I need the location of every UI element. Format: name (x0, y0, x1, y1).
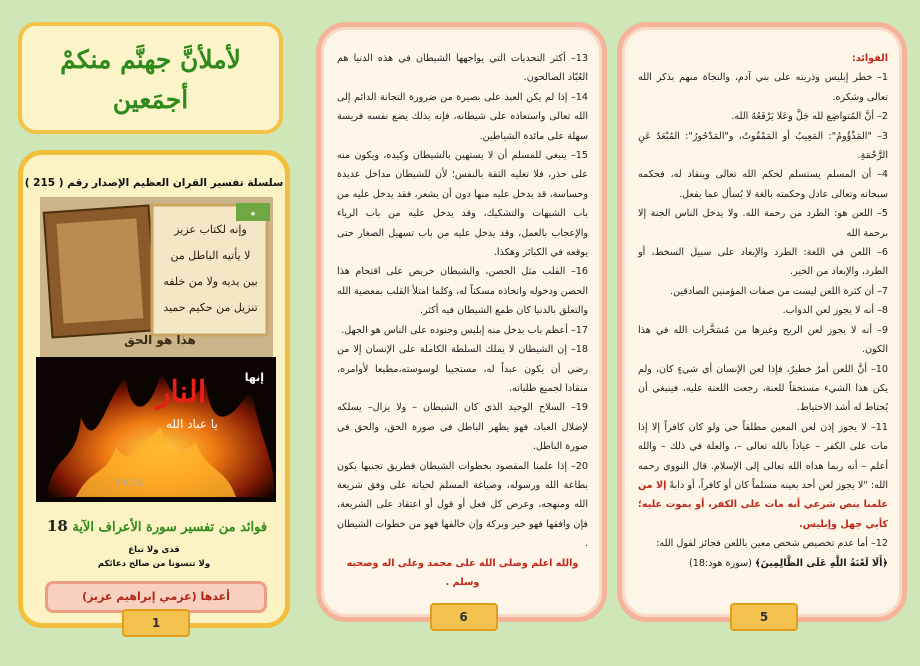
quran-book-image (40, 197, 273, 357)
benefit-item: 3– "المَذْؤُومُ": المَعِيبُ أو المَمْقُوتُ، و"المَدْحُورُ": المُبْعَدُ عَنِ الرَّحْمَةِ. (638, 130, 888, 162)
cover-panel (18, 150, 290, 628)
page-5-text (638, 49, 888, 577)
closing-line: والله اعلم وصلى الله على محمد وعلى اله وصحبه وسلم . (346, 557, 579, 588)
page-5-panel (617, 22, 907, 622)
series-label: سلسلة تفسير القران العظيم الإصدار رقم ( 215 ) (24, 177, 284, 189)
paragraph: 16– القلب مثل الحصن، والشيطان حريص على اقتحام هذا الحصن ودخوله واتخاذه مسكناً له، وكلما امتلأ القلب بمعصية الله والتعلق بالدنيا كان طمع الشيطان فيه أكثر. (337, 266, 588, 317)
benefit-item: 6– اللعن في اللغة: الطرد والإبعاد على سبيل السخط، أو الطرد، والإبعاد من الخير. (638, 247, 888, 278)
author-name: (عزمي إبراهيم عزيز) (82, 590, 197, 603)
paragraph: 20– إذا علمنا المقصود بخطوات الشيطان فطريق تجنبها يكون بطاعة الله ورسوله، وصياغة المسلم لحياته على وفق شريعة الله ومنهجه، وعرض كل فعل أو قول أو اعتقاد على الشريعة، فإن وافقها فهو خير وبركة وإن خالفها فهو من خطوات الشيطان . (337, 460, 588, 550)
benefit-item: 12– أما عدم تخصيص شخص معين باللعن فجائز لقول الله: (656, 538, 888, 550)
book-caption: هذا هو الحق (124, 333, 196, 347)
verse-reference: فوائد من تفسير سورة الأعراف الآية 18 (46, 517, 268, 535)
page-number-5: 5 (730, 603, 798, 631)
page-number-6: 6 (430, 603, 498, 631)
fire-text-big: النار (156, 375, 207, 410)
quran-quote: ﴿أَلَا لَعْنَةُ اللَّهِ عَلَى الظَّالِمِينَ﴾ (754, 557, 888, 569)
benefit-highlight: إلا من علمنا بنص شرعي أنه مات على الكفر، أو يموت عليه؛ كأبي جهل وإبليس. (638, 479, 888, 530)
paragraph: 17– أعظم باب يدخل منه إبليس وجنوده على الناس هو الجهل. (341, 324, 588, 336)
cover-title-box (18, 22, 283, 134)
quote-reference: (سورة هود:18) (688, 557, 752, 569)
benefit-item: 10– أنَّ اللعن أمرٌ خطيرٌ، فإذا لعن الإنسان أي شيءٍ كان، ولم يكن هذا الشيء مستحقاً للعنة، رجعت اللعنة عليه، فينبغي أن يُحتاط له أشد الاحتياط. (638, 363, 888, 414)
page-6-panel (316, 22, 607, 622)
logo-stamp: ★ (249, 210, 257, 218)
quote-line (638, 554, 888, 573)
benefit-item: 11– لا يجوز إذن لعن المعين مطلقاً حي ولو كان كافراً إلا إذا مات على الكفر – عياذاً بالله تعالى –، والعلة في ذلك – والله أعلم – أنه ربما هداه الله تعالى إلى الإسلام. قال النووي رحمه الله: "لا يجوز لعن أحد بعينه مسلماً كان أو كافراً، أو دابةً إلا من علمنا بنص شرعي أنه مات على الكفر، أو يموت عليه؛ كأبي جهل وإبليس. (638, 421, 888, 530)
benefit-item: 9– أنه لا يجوز لعن الريح وغيرها من مُسَخَّرات الله في هذا الكون. (638, 324, 888, 356)
page-number-1: 1 (122, 609, 190, 637)
fire-brand: TATA (116, 479, 146, 489)
benefit-item: 5– اللعن هو: الطرد من رحمة الله. ولا يدخل الناس الجنة إلا برحمة الله (638, 208, 888, 239)
benefit-item: 8– أنه لا يجوز لعن الدواب. (782, 305, 888, 317)
fire-text-small: إنها (244, 371, 264, 384)
paragraph: 18– إن الشيطان لا يملك السلطة الكاملة على الإنسان إلا من رضي أن يكون عبداً له، مستجيبا لوسوسته،مطيعا لأوامره، منقادا لجميع طلباته. (337, 344, 588, 394)
paragraph: 15– ينبغي للمسلم أن لا يستهين بالشيطان وكيده، ويكون منه على حذر، فلا تغليه الثقة بالنفس؛ لأن للشيطان مداخل عديدة وحساسة، قد يدخل عليه منها دون أن يشعر، فقد يدخل عليه من باب الشبهات والتشكيك، وقد يدخل عليه من باب الرياء والإعجاب بالعمل، وقد يدخل عليه من باب تسهيل الصغار حتى يوقعه في الكبائر وهكذا. (337, 150, 588, 259)
benefit-item: 7– أن كثرة اللعن ليست من صفات المؤمنين الصادقين. (670, 285, 888, 297)
line-a: قدى ولا تباع (128, 545, 180, 555)
paragraph: 13– أكثر التحديات التي يواجهها الشيطان في هذه الدنيا هم العُبّاد الصالحون. (337, 53, 588, 84)
cover-title: لأملأنَّ جهنَّم منكمْ أجمَعين (60, 45, 241, 114)
fire-text-sub: يا عباد الله (166, 417, 218, 431)
benefits-heading: الفوائد: (851, 53, 888, 64)
line-b: ولا تنسونا من صالح دعائكم (97, 559, 211, 569)
benefit-item: 2– أنَّ المُتواضِع لله جَلَّ وعَلا يَرْفَعُهُ الله. (731, 111, 888, 123)
author-label: أعدها (200, 590, 230, 603)
benefit-item: 4– أن المسلم يستسلم لحكم الله تعالى وينقاد له، فحكمه سبحانه وتعالى عادل وحكمته بالغة لا يُسأل عما يفعل. (638, 169, 888, 200)
fire-image (36, 357, 276, 502)
benefit-item: 1– خطر إبليس وذريته على بني آدم، والنجاة منهم بذكر الله تعالى وشكره. (638, 72, 888, 103)
page-6-text (337, 49, 588, 588)
paragraph: 19– السلاح الوحيد الذي كان الشيطان – ولا يزال– يسلكه لإضلال العباد، فهو يظهر الباطل في صورة الحق، والحق في صورة الباطل. (337, 402, 588, 453)
paragraph: 14– إذا لم يكن العبد على بصيرة من ضرورة التجانة الدائم إلى الله تعالى واستعاذه على شيطانه، فإنه بذلك يضع نفسه فريسة سهلة على مائدة الشياطين. (337, 91, 588, 142)
verse-number: 18 (46, 517, 68, 535)
book-page-text: وإنه لكتاب عزيز لا يأتيه الباطل من بين يديه ولا من خلفه تنزيل من حكيم حميد (163, 223, 258, 314)
